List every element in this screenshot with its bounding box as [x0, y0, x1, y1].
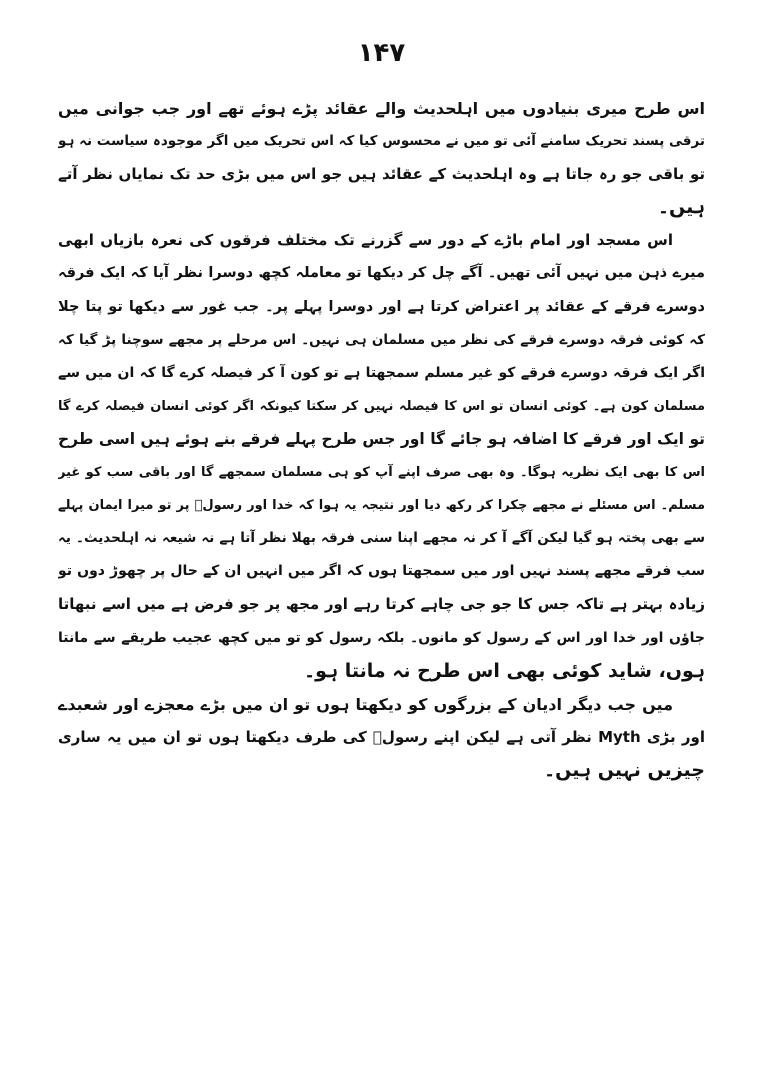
- text-line: دوسرے فرقے کے عقائد پر اعتراض کرتا ہے اور دوسرا پہلے پر۔ جب غور سے دیکھا تو پتا چلا: [58, 298, 705, 315]
- text-line: اس کا بھی ایک نظریہ ہوگا۔ وہ بھی صرف اپنے آپ کو ہی مسلمان سمجھے گا اور باقی سب کو غیر: [58, 465, 705, 481]
- text-line: زیادہ بہتر ہے تاکہ جس کا جو جی چاہے کرتا رہے اور مجھ پر جو فرض ہے میں اسے نبھاتا: [58, 595, 705, 614]
- text-line: سب فرقے مجھے پسند نہیں اور میں سمجھتا ہوں کہ اگر میں انہیں ان کے حال پر چھوڑ دوں تو: [58, 563, 705, 580]
- text-line: چیزیں نہیں ہیں۔: [544, 758, 705, 781]
- text-line: میرے ذہن میں نہیں آئی تھیں۔ آگے چل کر دیکھا تو معاملہ کچھ دوسرا نظر آیا کہ ایک فرقہ: [58, 265, 705, 282]
- paragraph: [58, 224, 705, 687]
- text-line: اگر ایک فرقہ دوسرے فرقے کو غیر مسلم سمجھتا ہے تو کون آ کر فیصلہ کرے گا کہ ان میں سے: [58, 364, 705, 381]
- text-line: اس طرح میری بنیادوں میں اہلحدیث والے عقائد پڑے ہوئے تھے اور جب جوانی میں: [58, 99, 705, 118]
- text-line: اور بڑی Myth نظر آتی ہے لیکن اپنے رسولؐ کی طرف دیکھتا ہوں تو ان میں یہ ساری: [58, 727, 705, 746]
- text-line: جاؤں اور خدا اور اس کے رسول کو مانوں۔ بلکہ رسول کو تو میں کچھ عجیب طریقے سے مانتا: [58, 629, 705, 646]
- paragraph: [58, 92, 705, 224]
- page-body-text: [58, 92, 705, 787]
- text-line: ترقی پسند تحریک سامنے آئی تو میں نے محسوس کیا کہ اس تحریک میں اگر موجودہ سیاست نہ ہو: [58, 133, 705, 150]
- paragraph: [58, 688, 705, 787]
- text-line: تو ایک اور فرقے کا اضافہ ہو جائے گا اور جس طرح پہلے فرقے بنے ہوئے ہیں اسی طرح: [58, 429, 705, 448]
- text-line: ہوں، شاید کوئی بھی اس طرح نہ مانتا ہو۔: [303, 659, 705, 682]
- text-line: اس مسجد اور امام باڑے کے دور سے گزرنے تک مختلف فرقوں کی نعرہ بازیاں ابھی: [58, 231, 673, 250]
- text-line: سے بھی پختہ ہو گیا لیکن آگے آ کر نہ مجھے اپنا سنی فرقہ بھلا نظر آتا ہے نہ شیعہ نہ اہلحدیث۔ یہ: [58, 530, 705, 547]
- text-line: کہ کوئی فرقہ دوسرے فرقے کی نظر میں مسلمان ہی نہیں۔ اس مرحلے پر مجھے سوچنا پڑ گیا کہ: [58, 331, 705, 348]
- text-line: تو باقی جو رہ جاتا ہے وہ اہلحدیث کے عقائد ہیں جو اس میں بڑی حد تک نمایاں نظر آتے: [58, 165, 705, 184]
- page-number: ۱۴۷: [357, 38, 406, 68]
- text-line: ہیں۔: [657, 196, 705, 219]
- text-line: میں جب دیگر ادیان کے بزرگوں کو دیکھتا ہوں تو ان میں بڑے معجزے اور شعبدے: [58, 694, 673, 714]
- text-line: مسلم۔ اس مسئلے نے مجھے چکرا کر رکھ دیا اور نتیجہ یہ ہوا کہ خدا اور رسولؐ پر تو میرا ایمان پہلے: [58, 498, 705, 514]
- text-line: مسلمان کون ہے۔ کوئی انسان تو اس کا فیصلہ نہیں کر سکتا کیونکہ اگر کوئی انسان فیصلہ کرے گا: [58, 398, 705, 414]
